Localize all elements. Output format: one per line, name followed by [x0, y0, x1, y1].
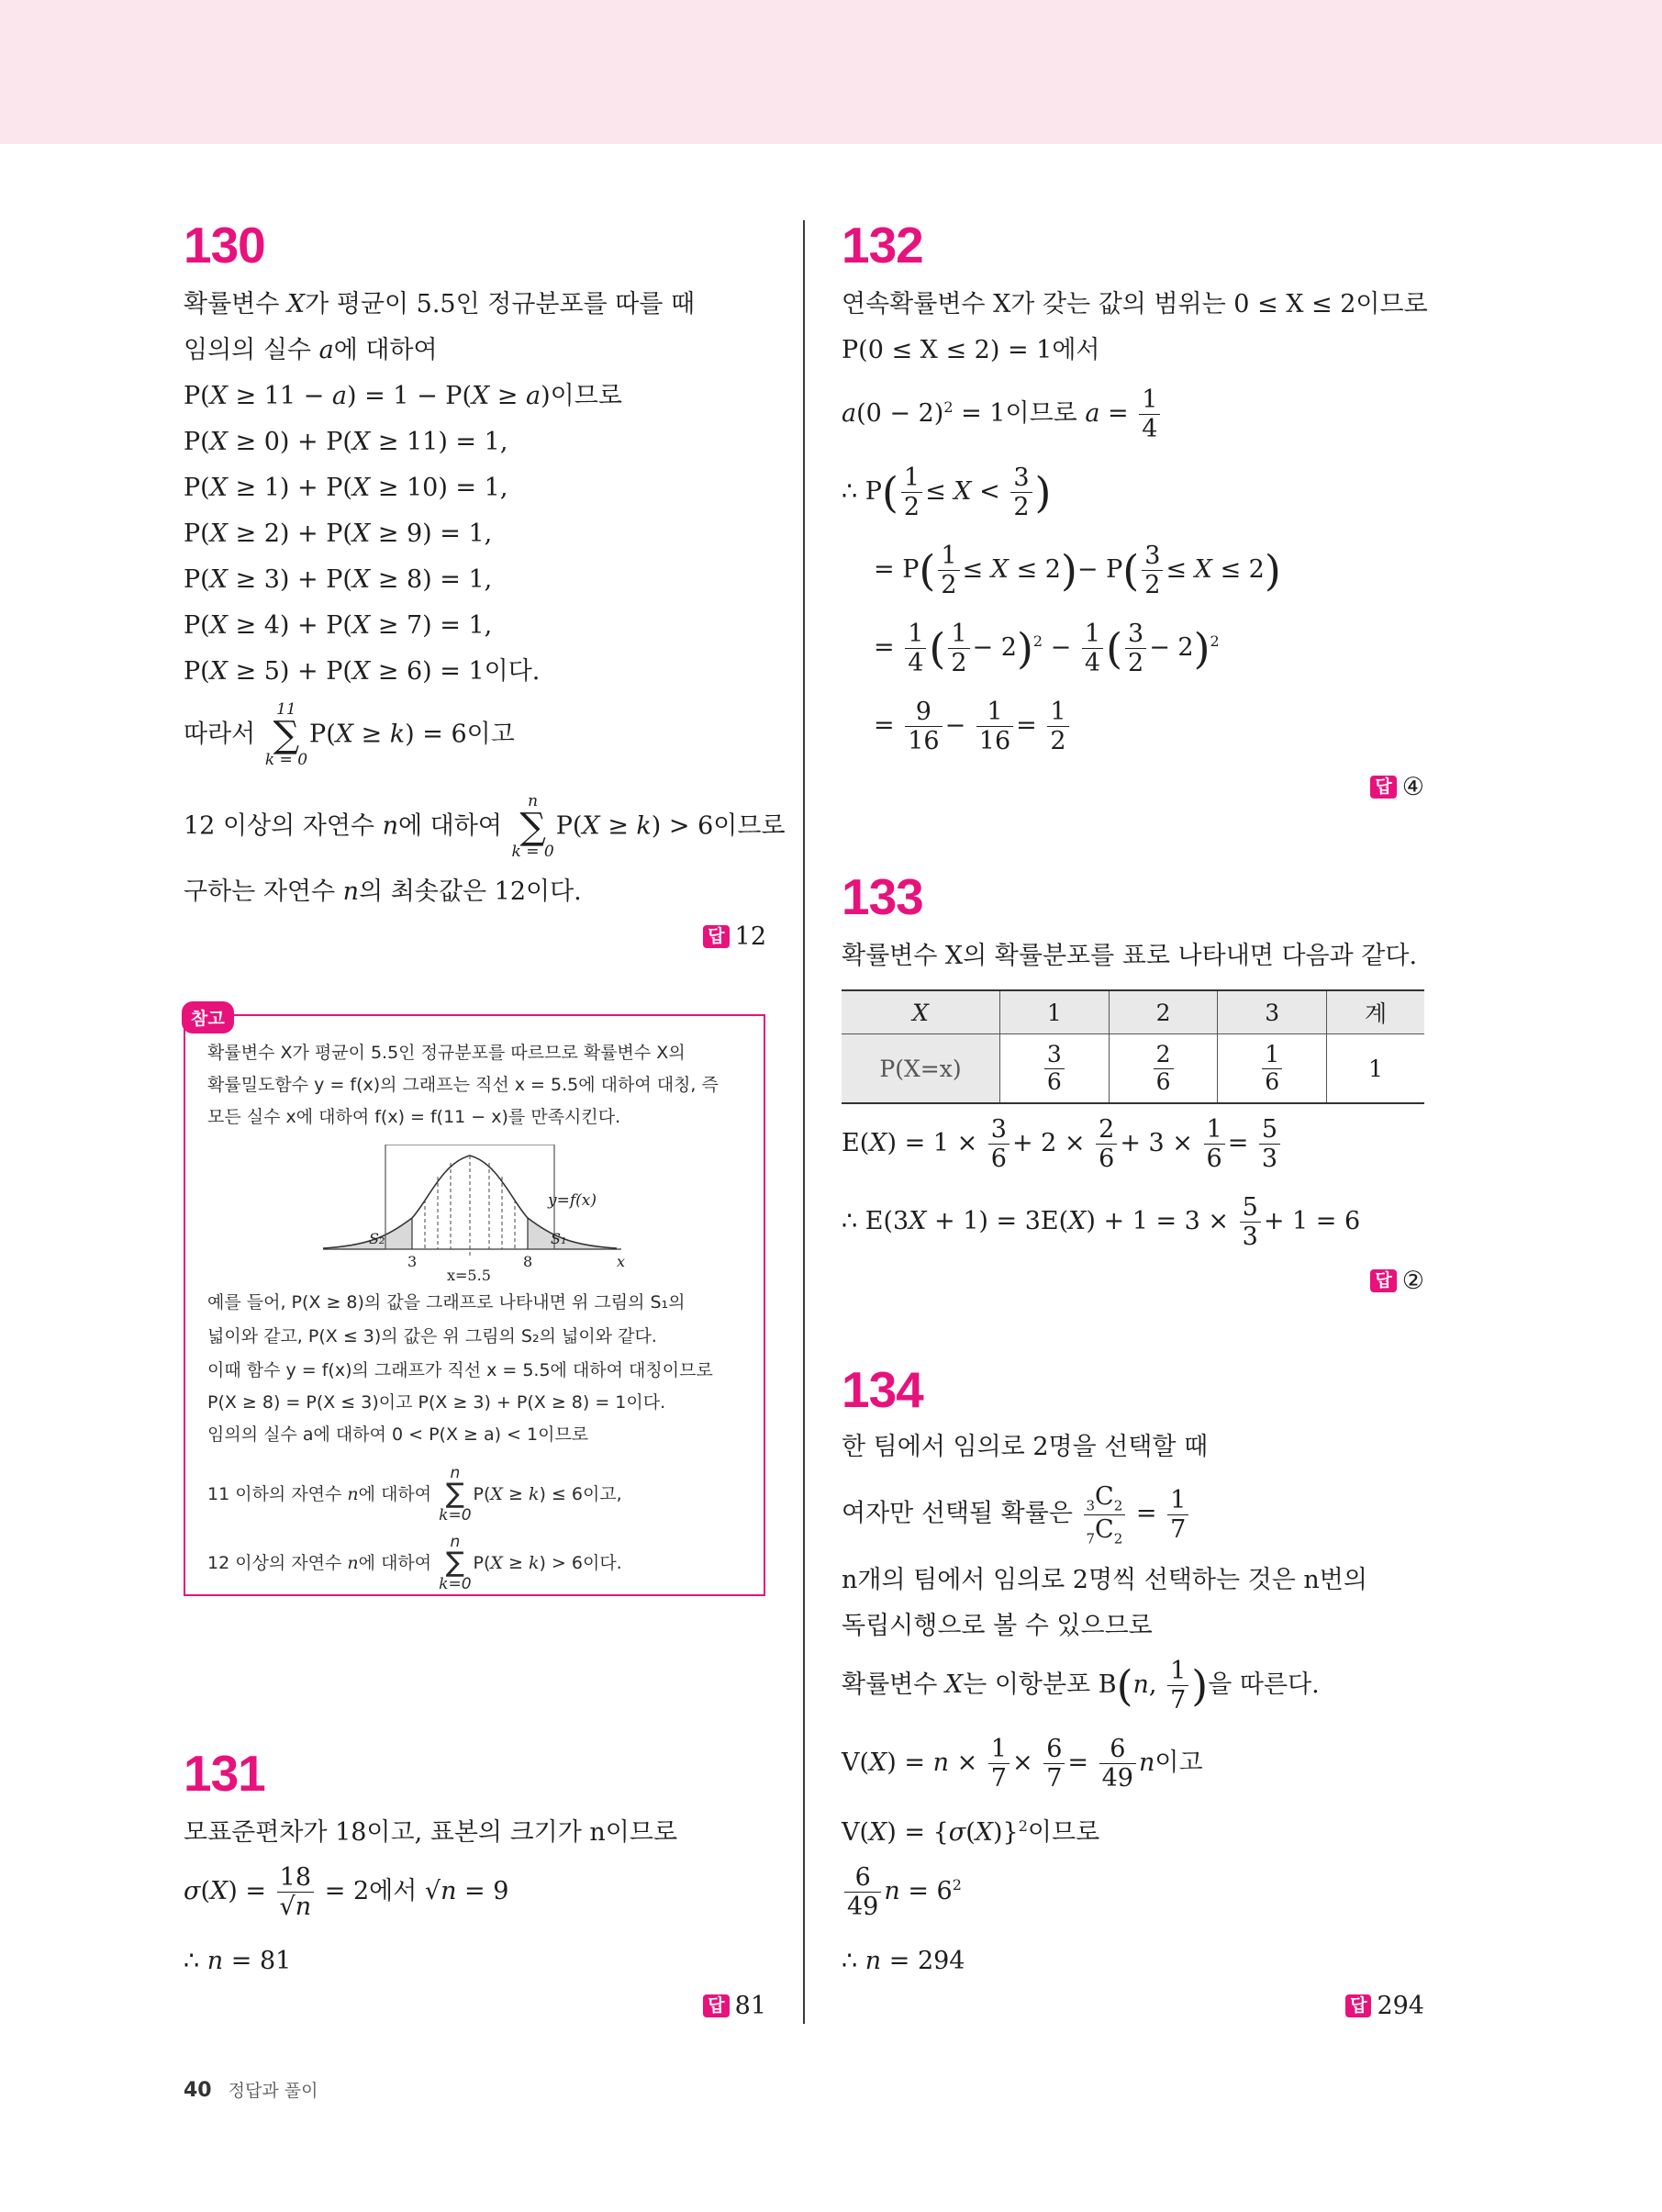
p133-expectation: E(X) = 1 × $\frac{3}{6}$ + 2 × $\frac{2}{6}$ + 3 × $\frac{1}{6}$ = $\frac{5}{3}$	[842, 1115, 1283, 1173]
p132-line-6: = $\frac{1}{4}$ ( $\frac{1}{2}$ − 2)$^2$ − $\frac{1}{4}$ ( $\frac{3}{2}$ − 2)$^2$	[874, 620, 1220, 678]
answer-value: 81	[734, 1992, 766, 2020]
answer-value: 12	[734, 922, 766, 951]
answer-tag: 답	[703, 1994, 729, 2017]
page-footer	[184, 2077, 318, 2102]
p132-line-7: = $\frac{9}{16}$ − $\frac{1}{16}$ = $\frac{1}{2}$	[874, 698, 1072, 755]
problem-number-134: 134	[842, 1361, 923, 1418]
problem-number-132: 132	[842, 217, 923, 274]
p134-line-1: 한 팀에서 임의로 2명을 선택할 때	[842, 1433, 1209, 1461]
p130-line-5: P(X ≥ 1) + P(X ≥ 10) = 1,	[184, 474, 508, 502]
p134-line-5: 확률변수 X는 이항분포 B(n, $\frac{1}{7}$ )을 따른다.	[842, 1657, 1320, 1715]
table-header-row	[842, 990, 1424, 1034]
answer-tag: 답	[703, 925, 729, 948]
p134-line-7: $V(X) = \{\sigma(X)\}^2$이므로	[842, 1817, 1100, 1847]
prob-cell: $\frac{3}{6}$	[1000, 1034, 1110, 1104]
note-line-4: 예를 들어, P(X ≥ 8)의 값을 그래프로 나타내면 위 그림의 S₁의	[207, 1292, 686, 1313]
page-number: 40	[184, 2079, 212, 2102]
p131-answer	[703, 1992, 766, 2020]
p134-line-6: V(X) = n × $\frac{1}{7}$ × $\frac{6}{7}$ = $\frac{6}{49}$ n이고	[842, 1735, 1203, 1793]
row-label: P(X=x)	[842, 1034, 1000, 1104]
problem-number-133: 133	[842, 868, 923, 925]
answer-value: ②	[1401, 1267, 1424, 1295]
p132-answer	[1370, 773, 1424, 801]
p130-sum-line-2: 12 이상의 자연수 n에 대하여 n ∑ k = 0 P(X ≥ k) > 6이므로	[184, 792, 786, 861]
p131-line-2: σ(X) = $\frac{18}{√n}$ = 2에서 √n = 9	[184, 1863, 509, 1922]
note-sum-line-2: 12 이상의 자연수 n에 대하여 n ∑ k=0 P(X ≥ k) > 6이다.	[207, 1533, 622, 1593]
header-cell-x: X	[842, 990, 1000, 1034]
p134-line-9: ∴ n = 294	[842, 1947, 965, 1975]
note-line-8: 임의의 실수 a에 대하여 0 < P(X ≥ a) < 1이므로	[207, 1424, 589, 1445]
header-cell: 1	[1000, 990, 1110, 1034]
note-line-2: 확률밀도함수 y = f(x)의 그래프는 직선 x = 5.5에 대하여 대칭, 즉	[207, 1075, 719, 1095]
p134-answer	[1345, 1992, 1424, 2020]
answer-tag: 답	[1370, 1269, 1396, 1292]
p134-line-2: 여자만 선택될 확률은 $\frac{_3C_2}{_7C_2}$ = $\frac{1}{7}$	[842, 1482, 1191, 1547]
answer-value: 294	[1377, 1992, 1424, 2020]
p130-line-4: P(X ≥ 0) + P(X ≥ 11) = 1,	[184, 428, 508, 456]
p132-line-4: ∴ P( $\frac{1}{2}$ ≤ X < $\frac{3}{2}$ )	[842, 464, 1052, 522]
problem-number-131: 131	[184, 1745, 265, 1802]
p134-line-3: n개의 팀에서 임의로 2명씩 선택하는 것은 n번의	[842, 1566, 1367, 1594]
graph-s2-label: S₂	[369, 1230, 385, 1247]
p130-line-3: P(X ≥ 11 − a) = 1 − P(X ≥ a)이므로	[184, 382, 622, 410]
p131-line-1: 모표준편차가 18이고, 표본의 크기가 n이므로	[184, 1818, 678, 1847]
answer-tag: 답	[1345, 1994, 1371, 2017]
p133-conclusion: ∴ E(3X + 1) = 3E(X) + 1 = 3 × $\frac{5}{3}$ + 1 = 6	[842, 1193, 1361, 1252]
note-line-7: P(X ≥ 8) = P(X ≤ 3)이고 P(X ≥ 3) + P(X ≥ 8) = 1이다.	[207, 1392, 666, 1413]
graph-tick-8: 8	[523, 1253, 533, 1270]
p134-line-4: 독립시행으로 볼 수 있으므로	[842, 1612, 1153, 1640]
graph-tick-3: 3	[407, 1253, 418, 1270]
p134-line-8: $\frac{6}{49}$ $n = 6^2$	[842, 1863, 962, 1921]
note-line-6: 이때 함수 y = f(x)의 그래프가 직선 x = 5.5에 대하여 대칭이므로	[207, 1360, 713, 1380]
table-row	[842, 1034, 1424, 1104]
prob-cell: $\frac{2}{6}$	[1109, 1034, 1218, 1104]
p130-line-7: P(X ≥ 3) + P(X ≥ 8) = 1,	[184, 565, 493, 594]
graph-s1-label: S₁	[551, 1230, 567, 1247]
total-cell: 1	[1327, 1034, 1424, 1104]
p132-line-2: P(0 ≤ X ≤ 2) = 1에서	[842, 336, 1100, 364]
p132-line-1: 연속확률변수 X가 갖는 값의 범위는 0 ≤ X ≤ 2이므로	[842, 290, 1428, 318]
section-title: 정답과 풀이	[228, 2081, 318, 2101]
prob-cell: $\frac{1}{6}$	[1218, 1034, 1327, 1104]
problem-number-130: 130	[184, 217, 265, 274]
p131-line-3: ∴ n = 81	[184, 1947, 292, 1975]
note-line-1: 확률변수 X가 평균이 5.5인 정규분포를 따르므로 확률변수 X의	[207, 1043, 686, 1063]
p133-answer	[1370, 1267, 1424, 1295]
header-cell: 3	[1218, 990, 1327, 1034]
reference-note-box	[184, 1009, 765, 1596]
graph-axis-x: x	[617, 1253, 626, 1270]
p130-answer	[703, 922, 766, 951]
normal-distribution-graph	[305, 1145, 653, 1282]
p130-sum-line: 따라서 11 ∑ k = 0 P(X ≥ k) = 6이고	[184, 700, 515, 769]
p132-line-3: $a(0 - 2)^2 = 1$이므로 a = $\frac{1}{4}$	[842, 385, 1163, 443]
p130-line-1: 확률변수 X가 평균이 5.5인 정규분포를 따를 때	[184, 290, 696, 318]
header-band	[0, 0, 1662, 144]
probability-distribution-table	[842, 989, 1424, 1104]
header-cell: 계	[1327, 990, 1424, 1034]
p130-line-9: P(X ≥ 5) + P(X ≥ 6) = 1이다.	[184, 657, 541, 686]
column-divider	[803, 220, 805, 2024]
p133-line-1: 확률변수 X의 확률분포를 표로 나타내면 다음과 같다.	[842, 942, 1418, 970]
p130-line-8: P(X ≥ 4) + P(X ≥ 7) = 1,	[184, 611, 493, 640]
graph-curve-label: y=f(x)	[548, 1191, 597, 1210]
p130-line-2: 임의의 실수 a에 대하여	[184, 336, 438, 364]
p130-line-6: P(X ≥ 2) + P(X ≥ 9) = 1,	[184, 519, 493, 548]
answer-tag: 답	[1370, 776, 1396, 799]
note-line-3: 모든 실수 x에 대하여 f(x) = f(11 − x)를 만족시킨다.	[207, 1107, 621, 1127]
note-tag: 참고	[182, 1001, 234, 1033]
note-line-5: 넓이와 같고, P(X ≤ 3)의 값은 위 그림의 S₂의 넓이와 같다.	[207, 1326, 657, 1346]
note-sum-line-1: 11 이하의 자연수 n에 대하여 n ∑ k=0 P(X ≥ k) ≤ 6이고,	[207, 1464, 622, 1525]
graph-center-label: x=5.5	[447, 1267, 491, 1282]
p130-conclusion: 구하는 자연수 n의 최솟값은 12이다.	[184, 877, 582, 906]
header-cell: 2	[1109, 990, 1218, 1034]
p132-line-5: = P( $\frac{1}{2}$ ≤ X ≤ 2)− P( $\frac{3}{2}$ ≤ X ≤ 2)	[874, 542, 1281, 600]
answer-value: ④	[1401, 773, 1424, 801]
